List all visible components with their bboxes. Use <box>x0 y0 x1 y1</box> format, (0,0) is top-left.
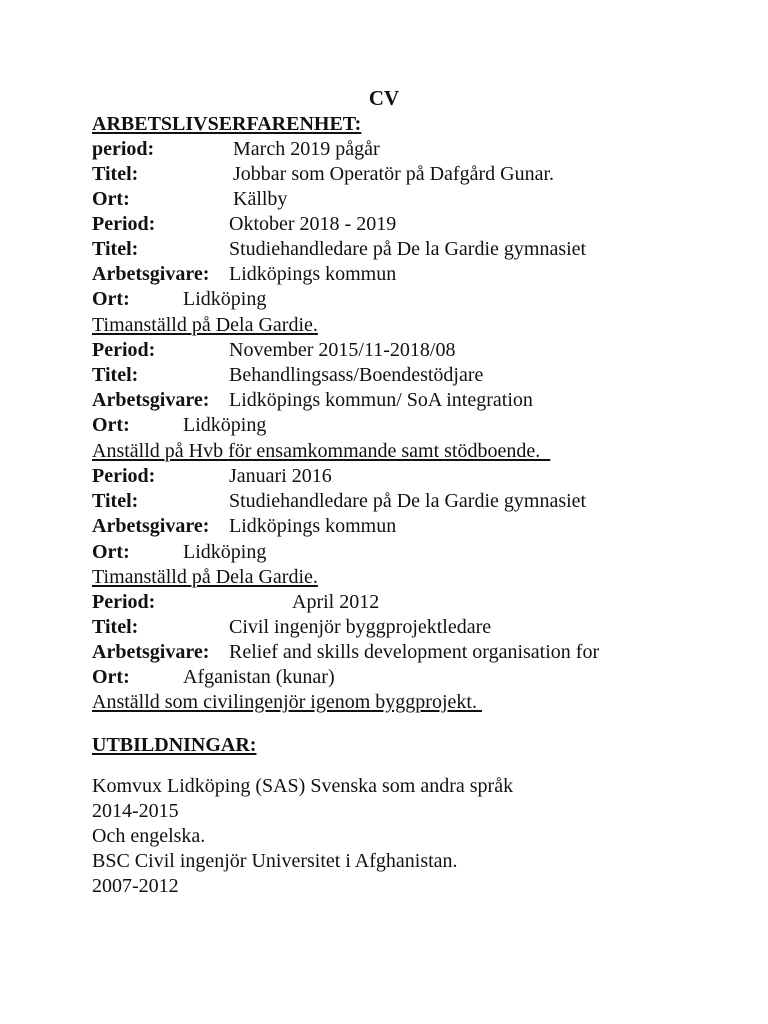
job-title-value: Studiehandledare på De la Gardie gymnasiet <box>229 238 587 260</box>
job-place-label: Ort: <box>92 414 130 436</box>
education-line: 2014-2015 <box>92 800 179 822</box>
job-employer-label: Arbetsgivare: <box>92 641 210 663</box>
job-employer-value: Lidköpings kommun <box>229 515 397 537</box>
job-2-note: Timanställd på Dela Gardie. <box>92 314 318 336</box>
job-place-value: Lidköping <box>183 414 267 436</box>
document-title: CV <box>368 86 400 110</box>
job-place-value: Lidköping <box>183 288 267 310</box>
job-period-label: Period: <box>92 339 156 361</box>
job-place-label: Ort: <box>92 188 130 210</box>
work-experience-heading: ARBETSLIVSERFARENHET: <box>92 113 362 135</box>
education-line: BSC Civil ingenjör Universitet i Afghanistan. <box>92 850 458 872</box>
job-employer-label: Arbetsgivare: <box>92 263 210 285</box>
job-period-label: Period: <box>92 465 156 487</box>
job-period-value: Januari 2016 <box>229 465 332 487</box>
job-period-label: Period: <box>92 213 156 235</box>
job-title-label: Titel: <box>92 490 139 512</box>
job-period-value: April 2012 <box>292 591 380 613</box>
job-title-label: Titel: <box>92 616 139 638</box>
job-place-label: Ort: <box>92 541 130 563</box>
job-title-value: Jobbar som Operatör på Dafgård Gunar. <box>233 163 555 185</box>
job-employer-label: Arbetsgivare: <box>92 389 210 411</box>
job-place-value: Afganistan (kunar) <box>183 666 335 688</box>
education-line: Komvux Lidköping (SAS) Svenska som andra språk <box>92 775 514 797</box>
job-period-label: period: <box>92 138 155 160</box>
education-heading: UTBILDNINGAR: <box>92 734 257 756</box>
job-title-label: Titel: <box>92 364 139 386</box>
job-title-label: Titel: <box>92 238 139 260</box>
job-title-value: Civil ingenjör byggprojektledare <box>229 616 492 638</box>
job-5-note: Anställd som civilingenjör igenom byggprojekt. <box>92 691 482 713</box>
job-title-value: Behandlingsass/Boendestödjare <box>229 364 484 386</box>
job-period-value: March 2019 pågår <box>233 138 380 160</box>
job-place-value: Källby <box>233 188 288 210</box>
job-title-label: Titel: <box>92 163 139 185</box>
job-4-note: Timanställd på Dela Gardie. <box>92 566 318 588</box>
job-period-label: Period: <box>92 591 156 613</box>
education-line: Och engelska. <box>92 825 206 847</box>
job-place-value: Lidköping <box>183 541 267 563</box>
job-place-label: Ort: <box>92 666 130 688</box>
job-3-note: Anställd på Hvb för ensamkommande samt stödboende. <box>92 440 551 462</box>
job-title-value: Studiehandledare på De la Gardie gymnasiet <box>229 490 587 512</box>
job-employer-value: Lidköpings kommun/ SoA integration <box>229 389 533 411</box>
job-employer-value: Lidköpings kommun <box>229 263 397 285</box>
job-period-value: Oktober 2018 - 2019 <box>229 213 397 235</box>
education-line: 2007-2012 <box>92 875 179 897</box>
job-place-label: Ort: <box>92 288 130 310</box>
job-employer-value: Relief and skills development organisation for <box>229 641 600 663</box>
job-employer-label: Arbetsgivare: <box>92 515 210 537</box>
job-period-value: November 2015/11-2018/08 <box>229 339 456 361</box>
